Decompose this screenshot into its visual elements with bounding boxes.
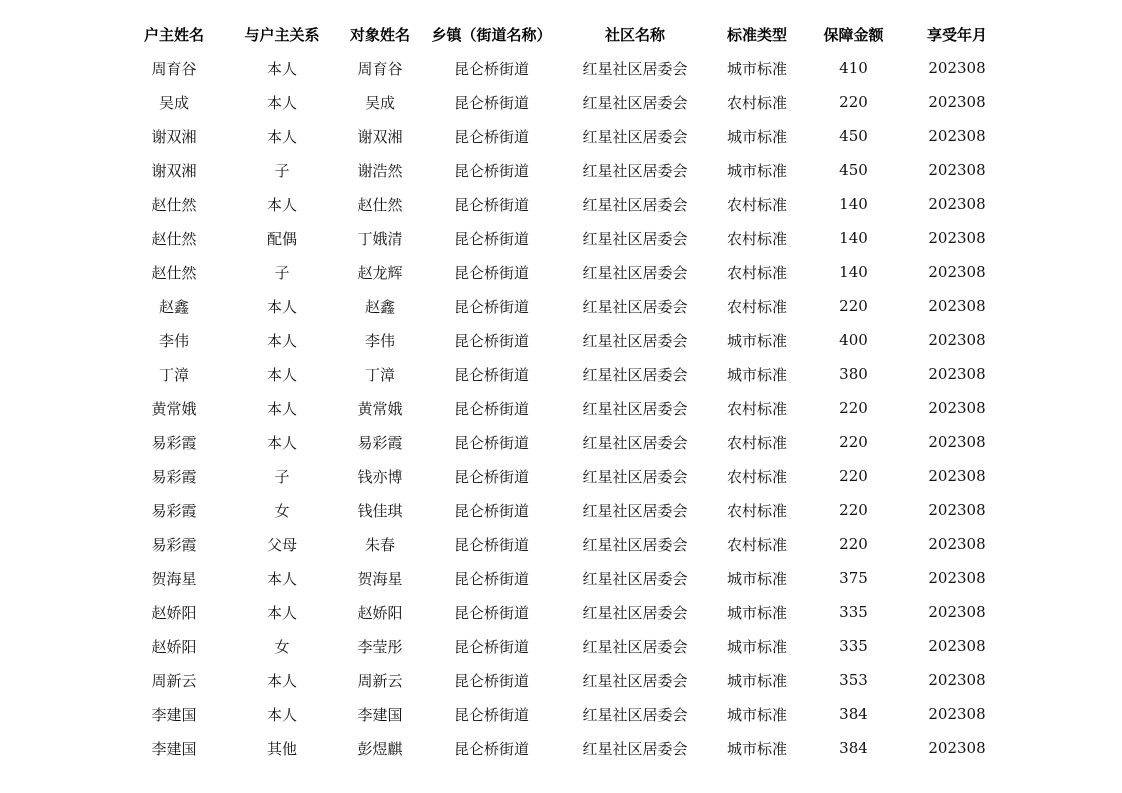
cell-recipient-name: 谢双湘 xyxy=(357,127,403,146)
cell-recipient-name: 李建国 xyxy=(357,705,403,724)
table-row xyxy=(120,459,1010,493)
cell-benefit-month: 202308 xyxy=(928,297,986,315)
cell-benefit-month: 202308 xyxy=(928,59,986,77)
column-header-community-name: 社区名称 xyxy=(604,25,665,44)
cell-benefit-amount: 353 xyxy=(839,671,868,689)
table-body xyxy=(120,51,1010,765)
cell-community-name: 红星社区居委会 xyxy=(582,739,688,758)
cell-town-street-name: 昆仑桥街道 xyxy=(453,603,529,622)
cell-town-street-name: 昆仑桥街道 xyxy=(453,263,529,282)
cell-household-head-name: 赵仕然 xyxy=(151,229,197,248)
cell-benefit-amount: 450 xyxy=(839,161,868,179)
cell-town-street-name: 昆仑桥街道 xyxy=(453,501,529,520)
cell-household-head-name: 李伟 xyxy=(158,331,189,350)
cell-benefit-amount: 335 xyxy=(839,603,868,621)
cell-household-head-name: 赵仕然 xyxy=(151,195,197,214)
cell-community-name: 红星社区居委会 xyxy=(582,59,688,78)
cell-relation-to-head: 配偶 xyxy=(266,229,297,248)
cell-town-street-name: 昆仑桥街道 xyxy=(453,535,529,554)
cell-benefit-month: 202308 xyxy=(928,535,986,553)
cell-town-street-name: 昆仑桥街道 xyxy=(453,467,529,486)
table-row xyxy=(120,357,1010,391)
cell-community-name: 红星社区居委会 xyxy=(582,467,688,486)
header-row xyxy=(120,17,1010,51)
cell-recipient-name: 朱春 xyxy=(364,535,395,554)
cell-standard-type: 城市标准 xyxy=(726,331,787,350)
assistance-roster-table xyxy=(120,17,1010,765)
table-row xyxy=(120,561,1010,595)
column-header-relation-to-head: 与户主关系 xyxy=(244,25,320,44)
cell-relation-to-head: 子 xyxy=(274,161,290,180)
table-row xyxy=(120,527,1010,561)
cell-relation-to-head: 本人 xyxy=(266,705,297,724)
cell-benefit-amount: 335 xyxy=(839,637,868,655)
cell-community-name: 红星社区居委会 xyxy=(582,603,688,622)
cell-household-head-name: 周新云 xyxy=(151,671,197,690)
cell-relation-to-head: 本人 xyxy=(266,93,297,112)
table-row xyxy=(120,697,1010,731)
table-row xyxy=(120,391,1010,425)
cell-community-name: 红星社区居委会 xyxy=(582,637,688,656)
cell-household-head-name: 黄常娥 xyxy=(151,399,197,418)
cell-recipient-name: 谢浩然 xyxy=(357,161,403,180)
cell-household-head-name: 易彩霞 xyxy=(151,501,197,520)
cell-relation-to-head: 本人 xyxy=(266,603,297,622)
cell-town-street-name: 昆仑桥街道 xyxy=(453,399,529,418)
cell-benefit-month: 202308 xyxy=(928,195,986,213)
cell-relation-to-head: 本人 xyxy=(266,365,297,384)
table-row xyxy=(120,119,1010,153)
cell-benefit-amount: 220 xyxy=(839,399,868,417)
cell-household-head-name: 吴成 xyxy=(158,93,189,112)
cell-recipient-name: 赵龙辉 xyxy=(357,263,403,282)
cell-benefit-amount: 220 xyxy=(839,501,868,519)
cell-standard-type: 城市标准 xyxy=(726,365,787,384)
cell-town-street-name: 昆仑桥街道 xyxy=(453,637,529,656)
cell-benefit-month: 202308 xyxy=(928,93,986,111)
column-header-benefit-month: 享受年月 xyxy=(926,25,987,44)
cell-household-head-name: 李建国 xyxy=(151,705,197,724)
cell-household-head-name: 易彩霞 xyxy=(151,433,197,452)
cell-recipient-name: 钱亦博 xyxy=(357,467,403,486)
cell-household-head-name: 贺海星 xyxy=(151,569,197,588)
cell-standard-type: 城市标准 xyxy=(726,637,787,656)
cell-benefit-month: 202308 xyxy=(928,569,986,587)
cell-community-name: 红星社区居委会 xyxy=(582,229,688,248)
cell-benefit-amount: 410 xyxy=(839,59,868,77)
cell-benefit-amount: 140 xyxy=(839,229,868,247)
table-row xyxy=(120,323,1010,357)
cell-town-street-name: 昆仑桥街道 xyxy=(453,433,529,452)
document-page xyxy=(120,17,1010,765)
cell-standard-type: 农村标准 xyxy=(726,93,787,112)
cell-standard-type: 城市标准 xyxy=(726,739,787,758)
cell-benefit-amount: 220 xyxy=(839,297,868,315)
cell-relation-to-head: 子 xyxy=(274,263,290,282)
cell-benefit-month: 202308 xyxy=(928,263,986,281)
cell-household-head-name: 周育谷 xyxy=(151,59,197,78)
cell-household-head-name: 赵鑫 xyxy=(158,297,189,316)
cell-benefit-month: 202308 xyxy=(928,229,986,247)
cell-community-name: 红星社区居委会 xyxy=(582,501,688,520)
cell-benefit-month: 202308 xyxy=(928,739,986,757)
cell-community-name: 红星社区居委会 xyxy=(582,671,688,690)
cell-benefit-month: 202308 xyxy=(928,399,986,417)
cell-benefit-month: 202308 xyxy=(928,603,986,621)
cell-recipient-name: 钱佳琪 xyxy=(357,501,403,520)
cell-benefit-amount: 375 xyxy=(839,569,868,587)
cell-benefit-amount: 220 xyxy=(839,433,868,451)
cell-standard-type: 城市标准 xyxy=(726,127,787,146)
cell-standard-type: 农村标准 xyxy=(726,229,787,248)
cell-standard-type: 城市标准 xyxy=(726,705,787,724)
cell-household-head-name: 丁漳 xyxy=(158,365,189,384)
table-row xyxy=(120,85,1010,119)
table-row xyxy=(120,493,1010,527)
table-row xyxy=(120,153,1010,187)
cell-community-name: 红星社区居委会 xyxy=(582,161,688,180)
cell-standard-type: 农村标准 xyxy=(726,535,787,554)
table-row xyxy=(120,731,1010,765)
cell-community-name: 红星社区居委会 xyxy=(582,365,688,384)
cell-town-street-name: 昆仑桥街道 xyxy=(453,59,529,78)
cell-benefit-amount: 140 xyxy=(839,263,868,281)
cell-benefit-month: 202308 xyxy=(928,501,986,519)
cell-benefit-amount: 220 xyxy=(839,467,868,485)
cell-town-street-name: 昆仑桥街道 xyxy=(453,331,529,350)
cell-recipient-name: 丁漳 xyxy=(364,365,395,384)
cell-recipient-name: 黄常娥 xyxy=(357,399,403,418)
cell-relation-to-head: 本人 xyxy=(266,59,297,78)
cell-town-street-name: 昆仑桥街道 xyxy=(453,195,529,214)
cell-community-name: 红星社区居委会 xyxy=(582,433,688,452)
cell-community-name: 红星社区居委会 xyxy=(582,399,688,418)
cell-benefit-amount: 220 xyxy=(839,535,868,553)
cell-town-street-name: 昆仑桥街道 xyxy=(453,739,529,758)
cell-standard-type: 农村标准 xyxy=(726,433,787,452)
cell-relation-to-head: 本人 xyxy=(266,671,297,690)
column-header-town-street-name: 乡镇（街道名称） xyxy=(431,25,552,44)
cell-relation-to-head: 本人 xyxy=(266,433,297,452)
cell-town-street-name: 昆仑桥街道 xyxy=(453,297,529,316)
cell-town-street-name: 昆仑桥街道 xyxy=(453,671,529,690)
cell-standard-type: 农村标准 xyxy=(726,501,787,520)
table-row xyxy=(120,629,1010,663)
cell-community-name: 红星社区居委会 xyxy=(582,569,688,588)
cell-relation-to-head: 本人 xyxy=(266,331,297,350)
cell-standard-type: 城市标准 xyxy=(726,569,787,588)
cell-relation-to-head: 本人 xyxy=(266,127,297,146)
cell-town-street-name: 昆仑桥街道 xyxy=(453,229,529,248)
cell-relation-to-head: 子 xyxy=(274,467,290,486)
cell-benefit-month: 202308 xyxy=(928,127,986,145)
table-row xyxy=(120,289,1010,323)
cell-recipient-name: 吴成 xyxy=(364,93,395,112)
table-row xyxy=(120,255,1010,289)
cell-town-street-name: 昆仑桥街道 xyxy=(453,127,529,146)
cell-town-street-name: 昆仑桥街道 xyxy=(453,365,529,384)
cell-community-name: 红星社区居委会 xyxy=(582,705,688,724)
cell-standard-type: 农村标准 xyxy=(726,263,787,282)
cell-benefit-amount: 220 xyxy=(839,93,868,111)
cell-benefit-amount: 140 xyxy=(839,195,868,213)
cell-relation-to-head: 本人 xyxy=(266,399,297,418)
cell-recipient-name: 赵娇阳 xyxy=(357,603,403,622)
cell-community-name: 红星社区居委会 xyxy=(582,331,688,350)
cell-recipient-name: 贺海星 xyxy=(357,569,403,588)
column-header-benefit-amount: 保障金额 xyxy=(823,25,884,44)
cell-community-name: 红星社区居委会 xyxy=(582,195,688,214)
table-row xyxy=(120,595,1010,629)
cell-household-head-name: 谢双湘 xyxy=(151,127,197,146)
cell-household-head-name: 谢双湘 xyxy=(151,161,197,180)
cell-recipient-name: 李伟 xyxy=(364,331,395,350)
table-row xyxy=(120,663,1010,697)
column-header-standard-type: 标准类型 xyxy=(726,25,787,44)
cell-benefit-amount: 400 xyxy=(839,331,868,349)
cell-recipient-name: 易彩霞 xyxy=(357,433,403,452)
cell-standard-type: 城市标准 xyxy=(726,59,787,78)
cell-household-head-name: 易彩霞 xyxy=(151,467,197,486)
cell-relation-to-head: 其他 xyxy=(266,739,297,758)
cell-household-head-name: 赵娇阳 xyxy=(151,637,197,656)
cell-recipient-name: 赵鑫 xyxy=(364,297,395,316)
cell-benefit-amount: 380 xyxy=(839,365,868,383)
cell-benefit-amount: 384 xyxy=(839,739,868,757)
cell-benefit-amount: 384 xyxy=(839,705,868,723)
cell-community-name: 红星社区居委会 xyxy=(582,263,688,282)
cell-benefit-amount: 450 xyxy=(839,127,868,145)
cell-relation-to-head: 本人 xyxy=(266,569,297,588)
cell-town-street-name: 昆仑桥街道 xyxy=(453,569,529,588)
cell-recipient-name: 丁娥清 xyxy=(357,229,403,248)
cell-recipient-name: 周育谷 xyxy=(357,59,403,78)
cell-relation-to-head: 本人 xyxy=(266,297,297,316)
cell-benefit-month: 202308 xyxy=(928,331,986,349)
cell-relation-to-head: 本人 xyxy=(266,195,297,214)
cell-benefit-month: 202308 xyxy=(928,467,986,485)
table-header xyxy=(120,17,1010,51)
cell-recipient-name: 李莹彤 xyxy=(357,637,403,656)
cell-household-head-name: 赵仕然 xyxy=(151,263,197,282)
cell-relation-to-head: 父母 xyxy=(266,535,297,554)
cell-town-street-name: 昆仑桥街道 xyxy=(453,93,529,112)
cell-household-head-name: 李建国 xyxy=(151,739,197,758)
cell-recipient-name: 周新云 xyxy=(357,671,403,690)
cell-recipient-name: 彭煜麒 xyxy=(357,739,403,758)
column-header-recipient-name: 对象姓名 xyxy=(349,25,410,44)
cell-community-name: 红星社区居委会 xyxy=(582,127,688,146)
cell-benefit-month: 202308 xyxy=(928,161,986,179)
cell-standard-type: 城市标准 xyxy=(726,161,787,180)
cell-benefit-month: 202308 xyxy=(928,365,986,383)
table-row xyxy=(120,221,1010,255)
cell-standard-type: 农村标准 xyxy=(726,297,787,316)
cell-benefit-month: 202308 xyxy=(928,637,986,655)
table-row xyxy=(120,187,1010,221)
cell-recipient-name: 赵仕然 xyxy=(357,195,403,214)
column-header-household-head-name: 户主姓名 xyxy=(143,25,204,44)
cell-standard-type: 农村标准 xyxy=(726,399,787,418)
cell-standard-type: 城市标准 xyxy=(726,671,787,690)
cell-community-name: 红星社区居委会 xyxy=(582,297,688,316)
cell-community-name: 红星社区居委会 xyxy=(582,535,688,554)
cell-household-head-name: 易彩霞 xyxy=(151,535,197,554)
table-row xyxy=(120,51,1010,85)
cell-town-street-name: 昆仑桥街道 xyxy=(453,705,529,724)
table-row xyxy=(120,425,1010,459)
cell-benefit-month: 202308 xyxy=(928,705,986,723)
cell-household-head-name: 赵娇阳 xyxy=(151,603,197,622)
cell-standard-type: 城市标准 xyxy=(726,603,787,622)
cell-town-street-name: 昆仑桥街道 xyxy=(453,161,529,180)
cell-standard-type: 农村标准 xyxy=(726,195,787,214)
cell-relation-to-head: 女 xyxy=(274,501,290,520)
cell-benefit-month: 202308 xyxy=(928,433,986,451)
cell-benefit-month: 202308 xyxy=(928,671,986,689)
cell-community-name: 红星社区居委会 xyxy=(582,93,688,112)
cell-relation-to-head: 女 xyxy=(274,637,290,656)
cell-standard-type: 农村标准 xyxy=(726,467,787,486)
